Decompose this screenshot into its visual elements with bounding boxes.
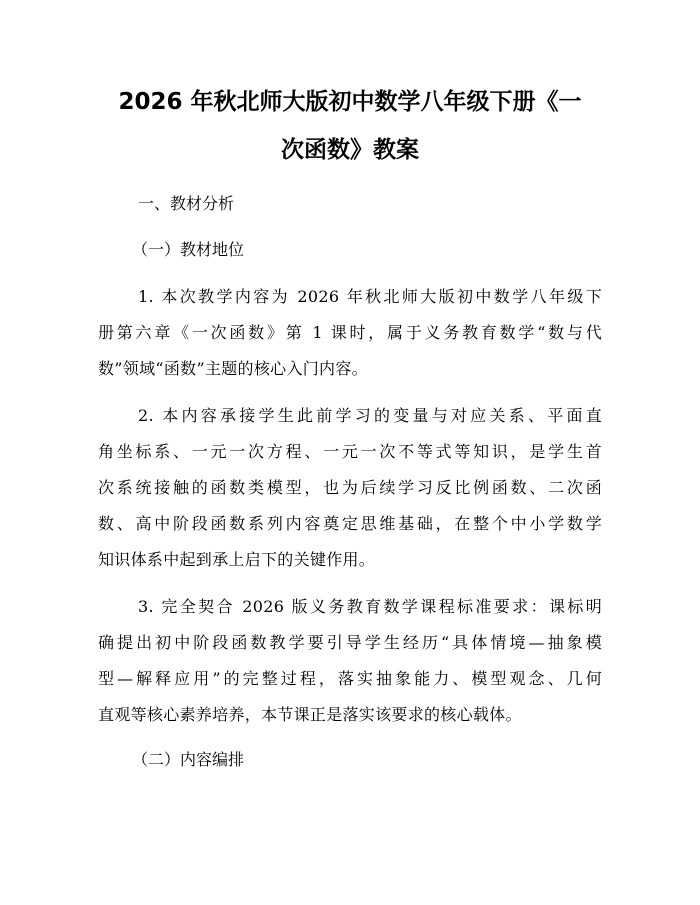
paragraph-1-line-2: 册第六章《一次函数》第 1 课时，属于义务教育数学“数与代 [98, 323, 602, 342]
paragraph-2 [98, 406, 602, 586]
paragraph-2-line-3: 次系统接触的函数类模型，也为后续学习反比例函数、二次函 [98, 478, 602, 497]
section-heading-teaching-material-analysis: 一、教材分析 [138, 194, 235, 213]
paragraph-3-line-3: 型—解释应用”的完整过程，落实抽象能力、模型观念、几何 [98, 669, 602, 688]
document-title-line-1: 2026 年秋北师大版初中数学八年级下册《一 [118, 89, 582, 115]
paragraph-3-line-4: 直观等核心素养培养，本节课正是落实该要求的核心载体。 [98, 705, 522, 724]
subsection-heading-content-arrangement: （二）内容编排 [132, 750, 245, 769]
paragraph-3 [98, 597, 602, 741]
paragraph-2-line-5: 知识体系中起到承上启下的关键作用。 [98, 550, 376, 569]
subsection-heading-material-status: （一）教材地位 [132, 240, 245, 259]
paragraph-3-line-1: 3. 完全契合 2026 版义务教育数学课程标准要求：课标明 [138, 597, 602, 616]
paragraph-2-line-2: 角坐标系、一元一次方程、一元一次不等式等知识，是学生首 [98, 442, 602, 461]
paragraph-1 [98, 287, 602, 395]
document-title-line-2: 次函数》教案 [281, 137, 419, 163]
paragraph-2-line-4: 数、高中阶段函数系列内容奠定思维基础，在整个中小学数学 [98, 514, 602, 533]
paragraph-1-line-3: 数”领域“函数”主题的核心入门内容。 [98, 359, 368, 378]
paragraph-2-line-1: 2. 本内容承接学生此前学习的变量与对应关系、平面直 [138, 406, 602, 425]
paragraph-3-line-2: 确提出初中阶段函数教学要引导学生经历“具体情境—抽象模 [98, 633, 602, 652]
paragraph-1-line-1: 1. 本次教学内容为 2026 年秋北师大版初中数学八年级下 [138, 287, 602, 306]
